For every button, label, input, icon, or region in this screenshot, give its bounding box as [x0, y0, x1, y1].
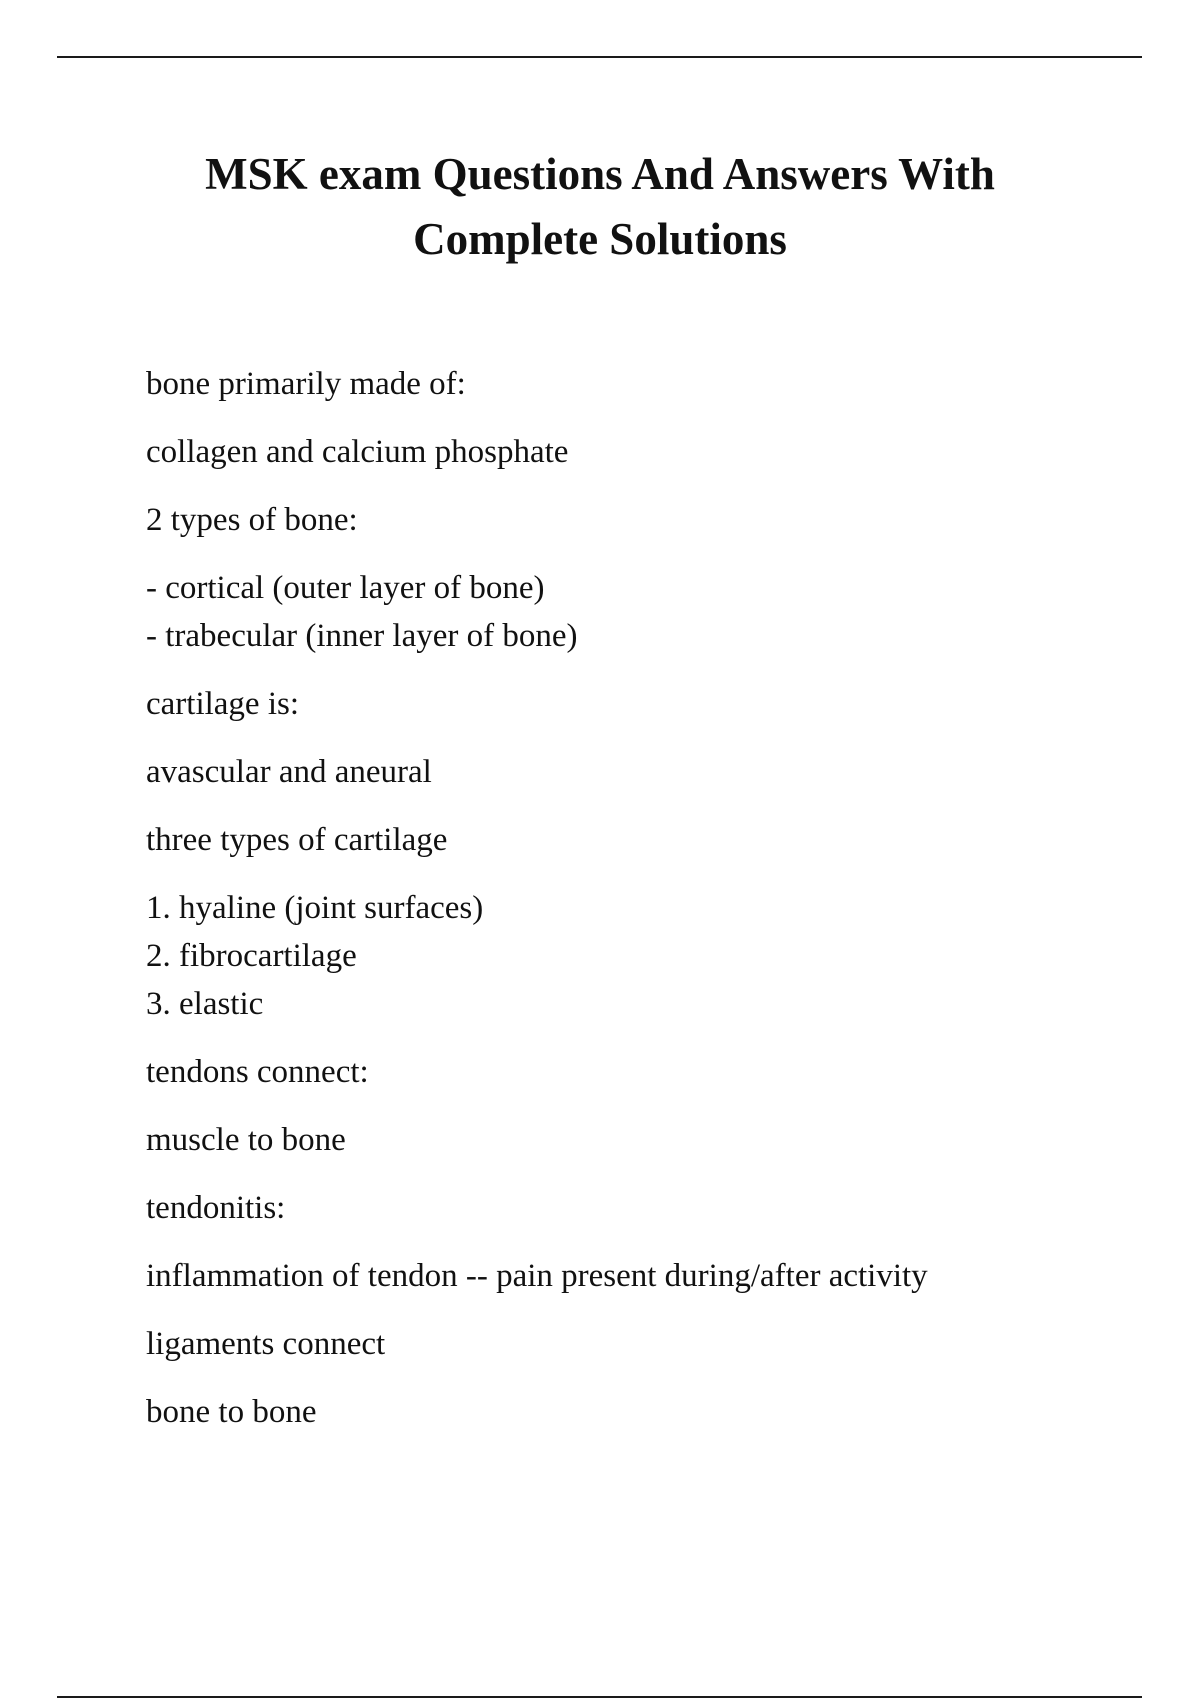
answer [146, 564, 1096, 660]
answer-line: 3. elastic [146, 986, 264, 1022]
answer [146, 884, 1096, 1028]
question: tendons connect: [146, 1054, 369, 1090]
answer-line: 1. hyaline (joint surfaces) [146, 890, 484, 926]
answer-line: collagen and calcium phosphate [146, 434, 569, 470]
question: three types of cartilage [146, 822, 448, 858]
page-title [100, 142, 1100, 272]
question: ligaments connect [146, 1326, 386, 1362]
answer [146, 1116, 1096, 1164]
answer-line: 2. fibrocartilage [146, 938, 357, 974]
answer [146, 428, 1096, 476]
answer [146, 1252, 1096, 1300]
qa-list [146, 360, 1096, 1436]
question: bone primarily made of: [146, 366, 466, 402]
answer-line: inflammation of tendon -- pain present during/after activity [146, 1258, 928, 1294]
bottom-divider [57, 1696, 1142, 1698]
question: cartilage is: [146, 686, 300, 722]
answer-line: avascular and aneural [146, 754, 432, 790]
question: 2 types of bone: [146, 502, 358, 538]
answer-line: - trabecular (inner layer of bone) [146, 618, 578, 654]
title-line: MSK exam Questions And Answers With [205, 149, 995, 199]
answer [146, 1388, 1096, 1436]
answer-line: muscle to bone [146, 1122, 346, 1158]
answer-line: bone to bone [146, 1394, 317, 1430]
title-line: Complete Solutions [413, 214, 787, 264]
answer-line: - cortical (outer layer of bone) [146, 570, 545, 606]
question: tendonitis: [146, 1190, 286, 1226]
answer [146, 748, 1096, 796]
top-divider [57, 56, 1142, 58]
